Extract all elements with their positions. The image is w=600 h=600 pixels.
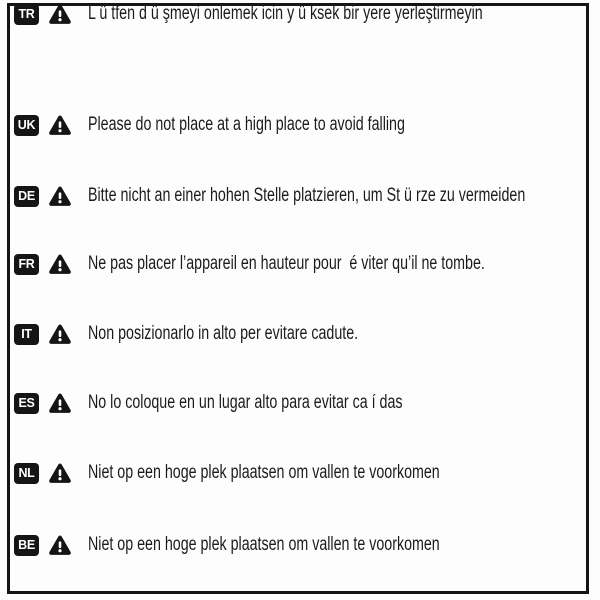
language-badge-it: IT (14, 324, 39, 345)
warning-text: Please do not place at a high place to avoid falling (88, 114, 405, 135)
warning-triangle-icon (48, 185, 72, 207)
warning-triangle-icon (48, 253, 72, 275)
warning-row-be (14, 531, 557, 559)
warning-text: Bitte nicht an einer hohen Stelle platzieren, um St ü rze zu vermeiden (88, 185, 526, 206)
warning-text: Non posizionarlo in alto per evitare cadute. (88, 323, 359, 344)
warning-text: L ü tfen d ü şmeyi onlemek icin y ü ksek bir yere yerleştirmeyin (88, 3, 483, 24)
warning-triangle-icon (48, 114, 72, 136)
language-badge-be: BE (14, 535, 39, 556)
language-badge-tr: TR (14, 4, 39, 25)
language-badge-de: DE (14, 186, 39, 207)
warning-row-fr (14, 250, 600, 278)
language-badge-fr: FR (14, 254, 39, 275)
warning-text: No lo coloque en un lugar alto para evitar ca í das (88, 392, 403, 413)
warning-row-it (14, 320, 448, 348)
warning-triangle-icon (48, 534, 72, 556)
warning-row-uk (14, 111, 511, 139)
warning-row-tr (14, 0, 600, 28)
language-badge-nl: NL (14, 463, 39, 484)
warning-text: Niet op een hoge plek plaatsen om vallen te voorkomen (88, 534, 440, 555)
warning-triangle-icon (48, 323, 72, 345)
warning-row-nl (14, 459, 557, 487)
warning-text: Niet op een hoge plek plaatsen om vallen te voorkomen (88, 462, 440, 483)
warning-row-es (14, 389, 507, 417)
warning-row-de (14, 182, 600, 210)
warning-triangle-icon (48, 392, 72, 414)
language-badge-es: ES (14, 393, 39, 414)
label-border-frame (7, 3, 589, 594)
warning-text: Ne pas placer l’appareil en hauteur pour é viter qu’il ne tombe. (88, 253, 485, 274)
warning-triangle-icon (48, 462, 72, 484)
warning-triangle-icon (48, 3, 72, 25)
language-badge-uk: UK (14, 115, 39, 136)
